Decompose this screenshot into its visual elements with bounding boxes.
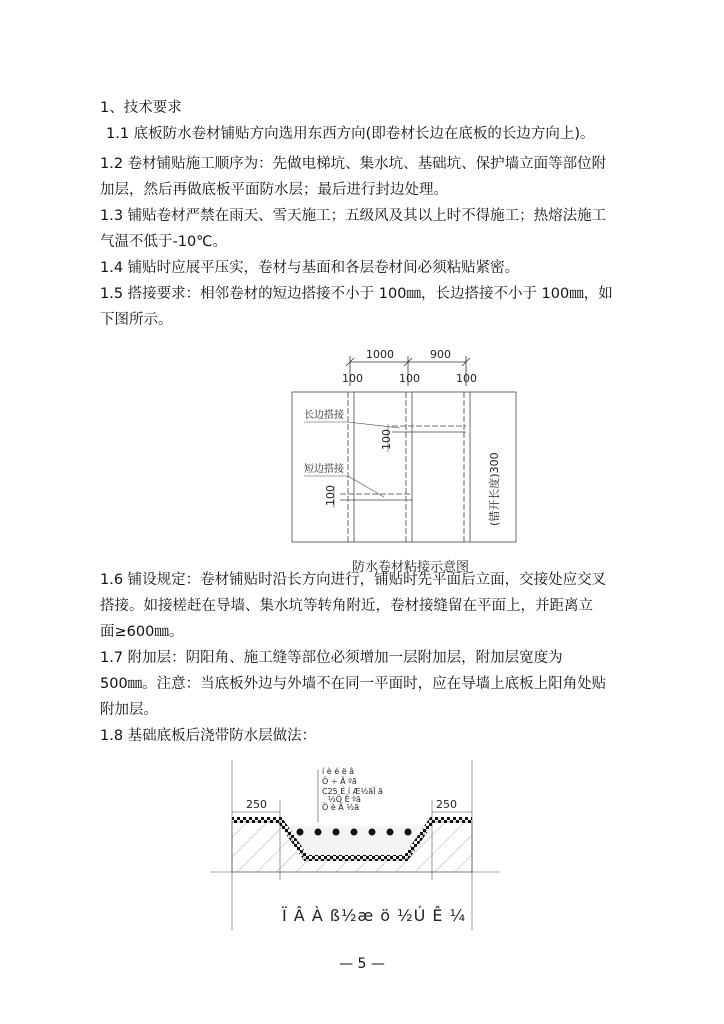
para-1-7-line3: 附加层。: [100, 702, 158, 718]
figure2-caption: Ï Â À ß½æ ö ½Ú Ê ¼: [282, 906, 467, 925]
para-1-7-line2: 500㎜。注意：当底板外边与外墙不在同一平面时，应在导墙上底板上阳角处贴: [100, 676, 607, 692]
page-number: — 5 —: [339, 956, 385, 972]
label-long-overlap: 长边搭接: [304, 410, 344, 421]
layer-label-2: Ö ÷ Ã ºã: [322, 777, 357, 786]
para-1-6-line3: 面≥600㎜。: [100, 624, 184, 640]
para-1-6-line2: 搭接。如接槎赶在导墙、集水坑等转角附近，卷材接缝留在平面上，并距离立: [100, 598, 593, 614]
dim-250-right: 250: [436, 798, 457, 811]
para-1-2-line1: 1.2 卷材铺贴施工顺序为：先做电梯坑、集水坑、基础坑、保护墙立面等部位附: [100, 156, 607, 172]
para-1-3-line2: 气温不低于-10℃。: [100, 234, 227, 250]
para-1-1: 1.1 底板防水卷材铺贴方向选用东西方向(即卷材长边在底板的长边方向上)。: [106, 126, 595, 142]
layer-label-5: Ö è Ã ½ã: [322, 803, 359, 812]
label-stagger: (错开长度)300: [488, 452, 501, 526]
para-1-5-line1: 1.5 搭接要求：相邻卷材的短边搭接不小于 100㎜，长边搭接不小于 100㎜，如: [100, 286, 613, 302]
label-short-overlap: 短边搭接: [304, 464, 344, 475]
para-1-8: 1.8 基础底板后浇带防水层做法：: [100, 728, 317, 744]
dim-v-100-1: 100: [380, 429, 393, 450]
dim-100-b: 100: [399, 372, 420, 385]
para-1-4: 1.4 铺贴时应展平压实，卷材与基面和各层卷材间必须粘贴紧密。: [100, 260, 520, 276]
layer-label-3: C25 É í Æ½ãÏ ã: [322, 787, 383, 796]
dim-100-c: 100: [456, 372, 477, 385]
figure1-caption: 防水卷材粘接示意图: [352, 560, 470, 575]
layer-label-4: ½Ö Ê ºã: [328, 795, 361, 804]
layer-label-1: í è é ë â: [322, 767, 355, 776]
dim-250-left: 250: [246, 798, 267, 811]
overlap-diagram: [290, 346, 520, 551]
section-heading: 1、技术要求: [100, 100, 182, 116]
dim-900: 900: [430, 348, 451, 361]
para-1-7-line1: 1.7 附加层：阴阳角、施工缝等部位必须增加一层附加层，附加层宽度为: [100, 650, 563, 666]
dim-1000: 1000: [366, 348, 394, 361]
para-1-5-line2: 下图所示。: [100, 312, 173, 328]
para-1-2-line2: 加层，然后再做底板平面防水层；最后进行封边处理。: [100, 182, 448, 198]
para-1-3-line1: 1.3 铺贴卷材严禁在雨天、雪天施工；五级风及其以上时不得施工；热熔法施工: [100, 208, 607, 224]
dim-v-100-2: 100: [324, 485, 337, 506]
para-1-6-line1: 1.6 铺设规定：卷材铺贴时沿长方向进行，铺贴时先平面后立面，交接处应交叉: [100, 572, 607, 588]
dim-100-a: 100: [342, 372, 363, 385]
